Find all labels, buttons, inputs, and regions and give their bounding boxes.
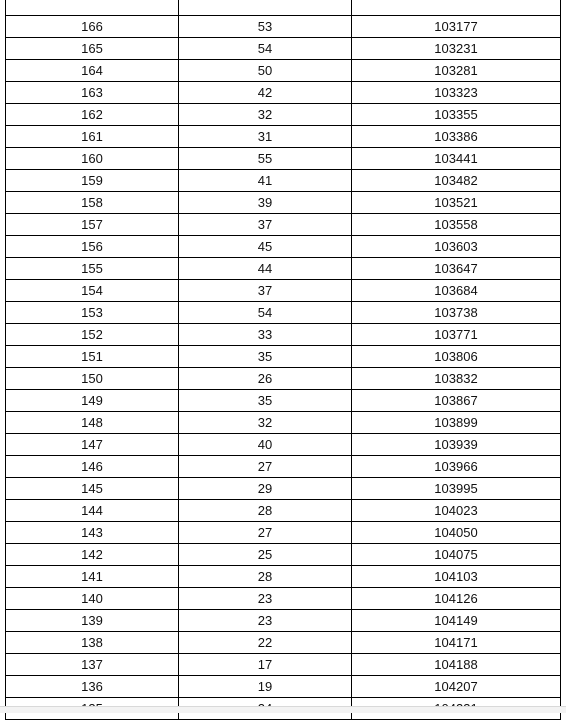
table-cell: 103995	[352, 478, 561, 500]
table-cell: 156	[6, 236, 179, 258]
table-row	[6, 346, 561, 368]
table-cell: 54	[179, 302, 352, 324]
table-cell: 40	[179, 434, 352, 456]
table-cell: 37	[179, 214, 352, 236]
table-row	[6, 324, 561, 346]
table-cell: 148	[6, 412, 179, 434]
table-cell: 103355	[352, 104, 561, 126]
table-cell: 143	[6, 522, 179, 544]
table-cell: 140	[6, 588, 179, 610]
table-cell: 19	[179, 676, 352, 698]
table-cell: 103603	[352, 236, 561, 258]
table-cell: 28	[179, 566, 352, 588]
table-cell: 22	[179, 632, 352, 654]
table-cell: 104023	[352, 500, 561, 522]
table-cell: 144	[6, 500, 179, 522]
table-cell: 139	[6, 610, 179, 632]
table-row-partial	[6, 0, 561, 16]
table-row	[6, 676, 561, 698]
table-row	[6, 522, 561, 544]
table-cell: 153	[6, 302, 179, 324]
table-cell: 23	[179, 610, 352, 632]
table-row	[6, 610, 561, 632]
table-row	[6, 148, 561, 170]
table-row	[6, 104, 561, 126]
table-cell	[179, 0, 352, 16]
table-cell: 17	[179, 654, 352, 676]
table-row	[6, 60, 561, 82]
table-row	[6, 478, 561, 500]
table-row	[6, 302, 561, 324]
table-cell: 160	[6, 148, 179, 170]
table-cell: 26	[179, 368, 352, 390]
table-cell: 28	[179, 500, 352, 522]
table-cell: 103558	[352, 214, 561, 236]
table-cell: 162	[6, 104, 179, 126]
table-cell: 39	[179, 192, 352, 214]
table-row	[6, 434, 561, 456]
table-row	[6, 192, 561, 214]
table-cell: 45	[179, 236, 352, 258]
table-cell: 142	[6, 544, 179, 566]
table-row	[6, 456, 561, 478]
table-cell: 146	[6, 456, 179, 478]
table-cell: 35	[179, 390, 352, 412]
table-cell: 159	[6, 170, 179, 192]
table-cell: 103966	[352, 456, 561, 478]
table-row	[6, 170, 561, 192]
table-cell: 104126	[352, 588, 561, 610]
table-row	[6, 368, 561, 390]
table-cell: 42	[179, 82, 352, 104]
table-cell: 103177	[352, 16, 561, 38]
table-cell: 103832	[352, 368, 561, 390]
table-row	[6, 654, 561, 676]
table-cell: 149	[6, 390, 179, 412]
table-cell	[6, 0, 179, 16]
table-cell: 27	[179, 522, 352, 544]
table-cell: 104207	[352, 676, 561, 698]
table-cell: 141	[6, 566, 179, 588]
table-row	[6, 632, 561, 654]
table-cell: 150	[6, 368, 179, 390]
table-cell: 157	[6, 214, 179, 236]
table-cell: 103899	[352, 412, 561, 434]
table-cell: 32	[179, 412, 352, 434]
table-cell: 103806	[352, 346, 561, 368]
table-cell: 104075	[352, 544, 561, 566]
table-cell: 166	[6, 16, 179, 38]
table-cell: 29	[179, 478, 352, 500]
table-cell: 103441	[352, 148, 561, 170]
table-cell: 103281	[352, 60, 561, 82]
table-cell: 50	[179, 60, 352, 82]
table-cell: 104149	[352, 610, 561, 632]
table-row	[6, 588, 561, 610]
table-row	[6, 38, 561, 60]
table-cell: 103771	[352, 324, 561, 346]
table-cell: 154	[6, 280, 179, 302]
data-table	[5, 0, 561, 720]
table-cell: 104171	[352, 632, 561, 654]
table-cell: 33	[179, 324, 352, 346]
table-row	[6, 126, 561, 148]
table-cell: 103738	[352, 302, 561, 324]
table-cell: 31	[179, 126, 352, 148]
table-cell: 151	[6, 346, 179, 368]
table-cell: 103482	[352, 170, 561, 192]
table-cell: 137	[6, 654, 179, 676]
table-cell: 54	[179, 38, 352, 60]
table-cell: 155	[6, 258, 179, 280]
table-row	[6, 280, 561, 302]
table-cell: 27	[179, 456, 352, 478]
table-cell: 147	[6, 434, 179, 456]
table-cell: 138	[6, 632, 179, 654]
table-row	[6, 412, 561, 434]
table-body	[6, 0, 561, 720]
table-cell: 104050	[352, 522, 561, 544]
table-cell: 152	[6, 324, 179, 346]
table-cell: 32	[179, 104, 352, 126]
table-cell: 35	[179, 346, 352, 368]
table-row	[6, 544, 561, 566]
table-cell: 163	[6, 82, 179, 104]
table-row	[6, 258, 561, 280]
table-cell: 37	[179, 280, 352, 302]
table-cell: 165	[6, 38, 179, 60]
table-cell: 103521	[352, 192, 561, 214]
table-row	[6, 16, 561, 38]
table-row	[6, 82, 561, 104]
table-cell: 55	[179, 148, 352, 170]
table-cell: 158	[6, 192, 179, 214]
table-cell: 103386	[352, 126, 561, 148]
table-cell: 25	[179, 544, 352, 566]
table-cell: 53	[179, 16, 352, 38]
table-cell: 103684	[352, 280, 561, 302]
table-cell	[352, 0, 561, 16]
table-row	[6, 236, 561, 258]
table-row	[6, 500, 561, 522]
table-cell: 161	[6, 126, 179, 148]
table-row	[6, 390, 561, 412]
table-cell: 23	[179, 588, 352, 610]
table-cell: 103323	[352, 82, 561, 104]
table-cell: 103939	[352, 434, 561, 456]
table-row	[6, 566, 561, 588]
table-cell: 164	[6, 60, 179, 82]
table-cell: 145	[6, 478, 179, 500]
table-cell: 136	[6, 676, 179, 698]
table-cell: 103231	[352, 38, 561, 60]
table-cell: 103867	[352, 390, 561, 412]
table-cell: 104188	[352, 654, 561, 676]
table-row	[6, 214, 561, 236]
table-cell: 103647	[352, 258, 561, 280]
table-cell: 44	[179, 258, 352, 280]
table-cell: 104103	[352, 566, 561, 588]
table-cell: 41	[179, 170, 352, 192]
